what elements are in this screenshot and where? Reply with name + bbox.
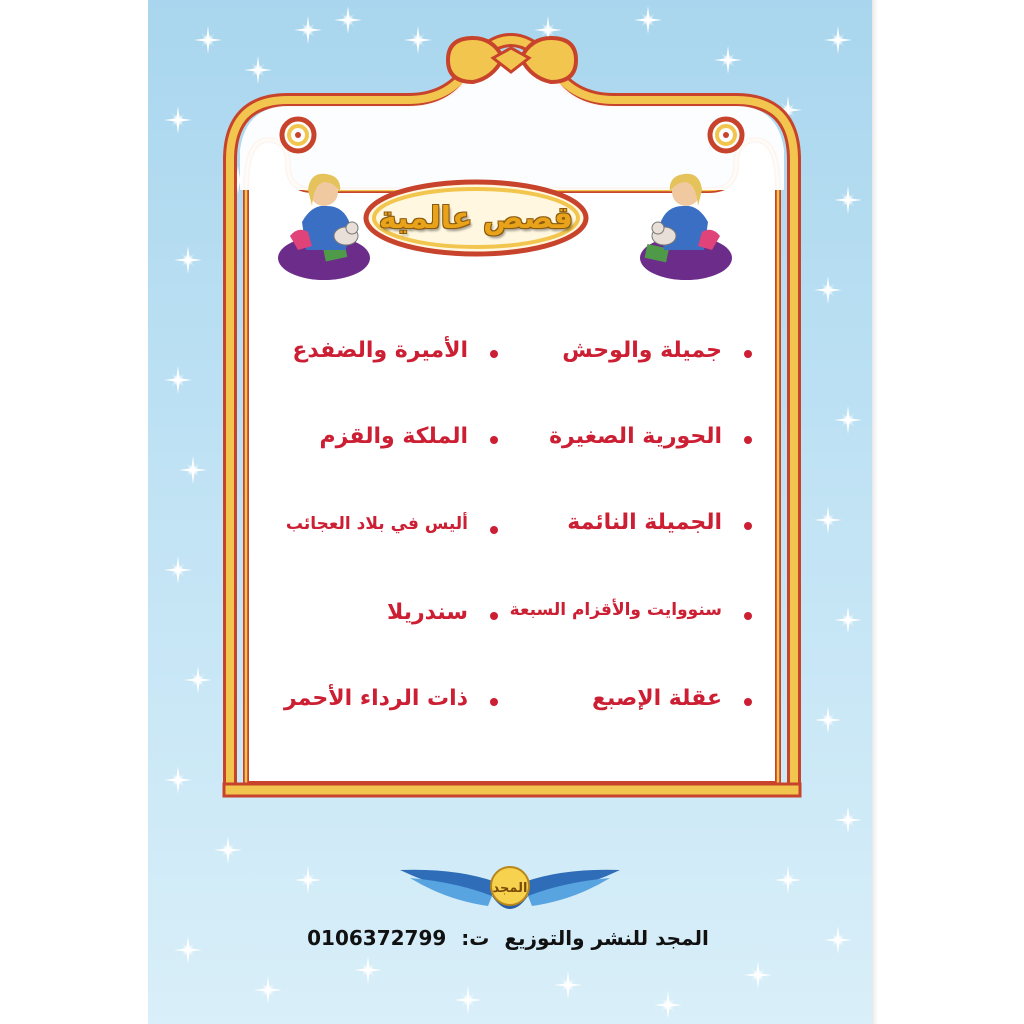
story-title: عقلة الإصبع [591,686,722,711]
list-item [502,596,752,686]
story-title: أليس في بلاد العجائب [285,514,468,534]
page-edge [872,0,878,1024]
publisher-logo-text: المجد [492,881,528,896]
phone-prefix: ت: [461,926,490,950]
list-item [248,338,498,424]
list-item [502,686,752,772]
bullet-icon [744,612,752,620]
list-item [502,338,752,424]
list-item [248,424,498,510]
bullet-icon [490,350,498,358]
list-item [248,600,498,686]
bullet-icon [744,698,752,706]
bullet-icon [744,436,752,444]
series-title-badge [360,176,592,260]
bullet-icon [490,526,498,534]
story-title: سندريلا [387,600,468,625]
bullet-icon [490,698,498,706]
story-title: الجميلة النائمة [567,510,722,535]
bullet-icon [490,436,498,444]
story-title: جميلة والوحش [562,338,722,363]
publisher-info [228,926,788,950]
publisher-phone: 0106372799 [307,926,447,950]
story-title: سنووايت والأقزام السبعة [509,600,722,620]
story-title: الحورية الصغيرة [549,424,722,449]
girl-with-cat-illustration-left [272,166,382,286]
list-item [502,510,752,596]
list-item [248,686,498,772]
winged-sun-icon [396,852,624,922]
publisher-name: المجد للنشر والتوزيع [504,926,709,950]
list-item [248,510,498,600]
bullet-icon [490,612,498,620]
story-list-left [248,338,498,772]
story-list-right [502,338,752,772]
bullet-icon [744,522,752,530]
story-title: الملكة والقزم [319,424,468,449]
bullet-icon [744,350,752,358]
story-title: الأميرة والضفدع [292,338,468,363]
list-item [502,424,752,510]
story-title: ذات الرداء الأحمر [283,686,468,711]
girl-with-cat-illustration-right [628,166,738,286]
series-title: قصص عالمية [378,200,574,236]
cover-page [148,0,875,1024]
